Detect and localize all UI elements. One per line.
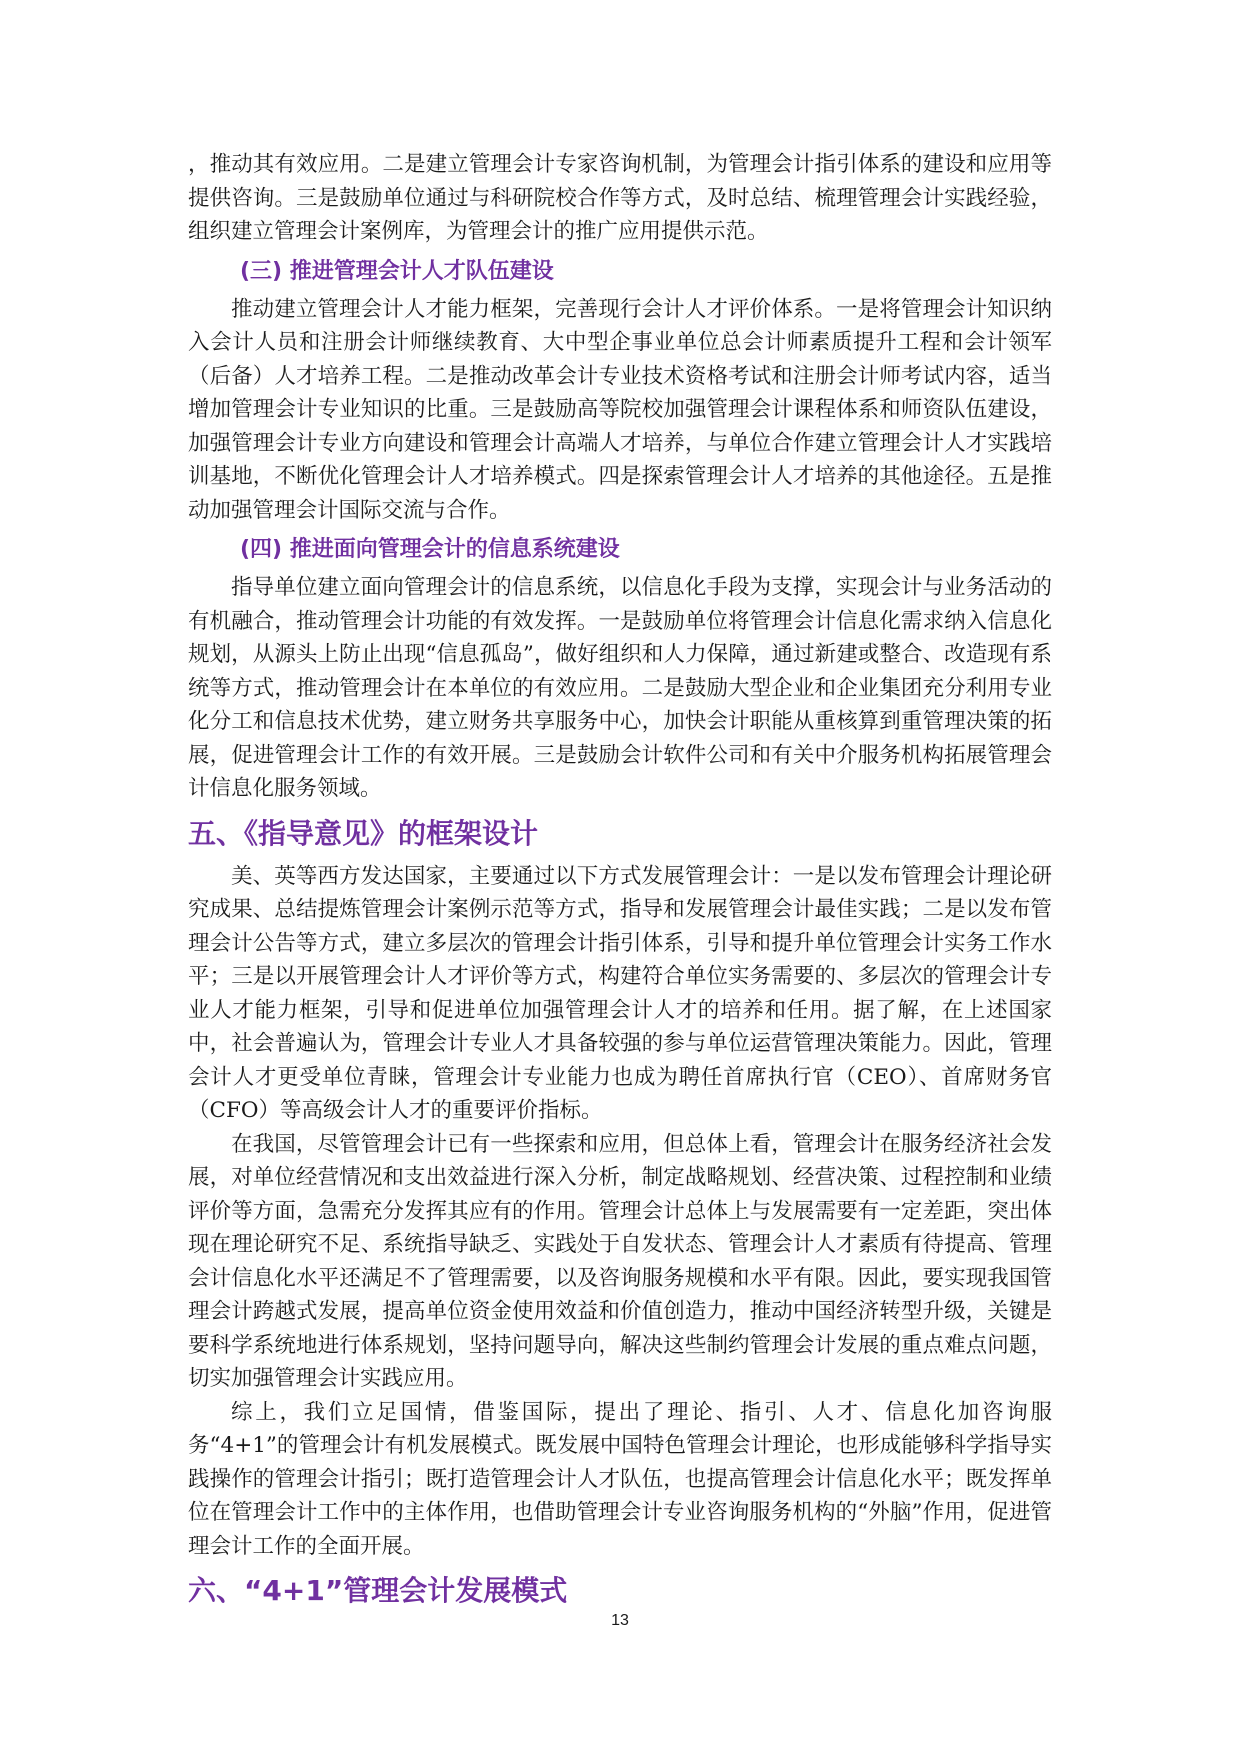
chapter-five-heading: 五、《指导意见》的框架设计 [188, 816, 539, 850]
section-three-paragraph: 推动建立管理会计人才能力框架，完善现行会计人才评价体系。一是将管理会计知识纳入会计人员和注册会计师继续教育、大中型企事业单位总会计师素质提升工程和会计领军（后备）人才培养工程。二是推动改革会计专业技术资格考试和注册会计师考试内容，适当增加管理会计专业知识的比重。三是鼓励高等院校加强管理会计课程体系和师资队伍建设，加强管理会计专业方向建设和管理会计高端人才培养，与单位合作建立管理会计人才实践培训基地，不断优化管理会计人才培养模式。四是探索管理会计人才培养的其他途径。五是推动加强管理会计国际交流与合作。 [188, 296, 1052, 523]
section-four-paragraph: 指导单位建立面向管理会计的信息系统，以信息化手段为支撑，实现会计与业务活动的有机融合，推动管理会计功能的有效发挥。一是鼓励单位将管理会计信息化需求纳入信息化规划，从源头上防止出现“信息孤岛”，做好组织和人力保障，通过新建或整合、改造现有系统等方式，推动管理会计在本单位的有效应用。二是鼓励大型企业和企业集团充分利用专业化分工和信息技术优势，建立财务共享服务中心，加快会计职能从重核算到重管理决策的拓展，促进管理会计工作的有效开展。三是鼓励会计软件公司和有关中介服务机构拓展管理会计信息化服务领域。 [188, 575, 1052, 801]
chapter-five-paragraph-3: 综上，我们立足国情，借鉴国际，提出了理论、指引、人才、信息化加咨询服务“4+1”的管理会计有机发展模式。既发展中国特色管理会计理论，也形成能够科学指导实践操作的管理会计指引；既打造管理会计人才队伍，也提高管理会计信息化水平；既发挥单位在管理会计工作中的主体作用，也借助管理会计专业咨询服务机构的“外脑”作用，促进管理会计工作的全面开展。 [188, 1399, 1052, 1559]
section-three-heading: (三) 推进管理会计人才队伍建设 [240, 258, 554, 284]
page-content [188, 148, 1052, 1617]
page-number: 13 [611, 1612, 629, 1629]
section-four-heading: (四) 推进面向管理会计的信息系统建设 [240, 537, 620, 562]
chapter-five-paragraph-2: 在我国，尽管管理会计已有一些探索和应用，但总体上看，管理会计在服务经济社会发展，对单位经营情况和支出效益进行深入分析，制定战略规划、经营决策、过程控制和业绩评价等方面，急需充分发挥其应有的作用。管理会计总体上与发展需要有一定差距，突出体现在理论研究不足、系统指导缺乏、实践处于自发状态、管理会计人才素质有待提高、管理会计信息化水平还满足不了管理需要，以及咨询服务规模和水平有限。因此，要实现我国管理会计跨越式发展，提高单位资金使用效益和价值创造力，推动中国经济转型升级，关键是要科学系统地进行体系规划，坚持问题导向，解决这些制约管理会计发展的重点难点问题，切实加强管理会计实践应用。 [188, 1131, 1052, 1391]
chapter-six-heading: 六、“4+1”管理会计发展模式 [188, 1574, 568, 1607]
continuation-paragraph: ，推动其有效应用。二是建立管理会计专家咨询机制，为管理会计指引体系的建设和应用等提供咨询。三是鼓励单位通过与科研院校合作等方式，及时总结、梳理管理会计实践经验，组织建立管理会计案例库，为管理会计的推广应用提供示范。 [188, 152, 1052, 244]
chapter-five-paragraph-1: 美、英等西方发达国家，主要通过以下方式发展管理会计：一是以发布管理会计理论研究成果、总结提炼管理会计案例示范等方式，指导和发展管理会计最佳实践；二是以发布管理会计公告等方式，建立多层次的管理会计指引体系，引导和提升单位管理会计实务工作水平；三是以开展管理会计人才评价等方式，构建符合单位实务需要的、多层次的管理会计专业人才能力框架，引导和促进单位加强管理会计人才的培养和任用。据了解，在上述国家中，社会普遍认为，管理会计专业人才具备较强的参与单位运营管理决策能力。因此，管理会计人才更受单位青睐，管理会计专业能力也成为聘任首席执行官（CEO）、首席财务官（CFO）等高级会计人才的重要评价指标。 [188, 863, 1052, 1123]
